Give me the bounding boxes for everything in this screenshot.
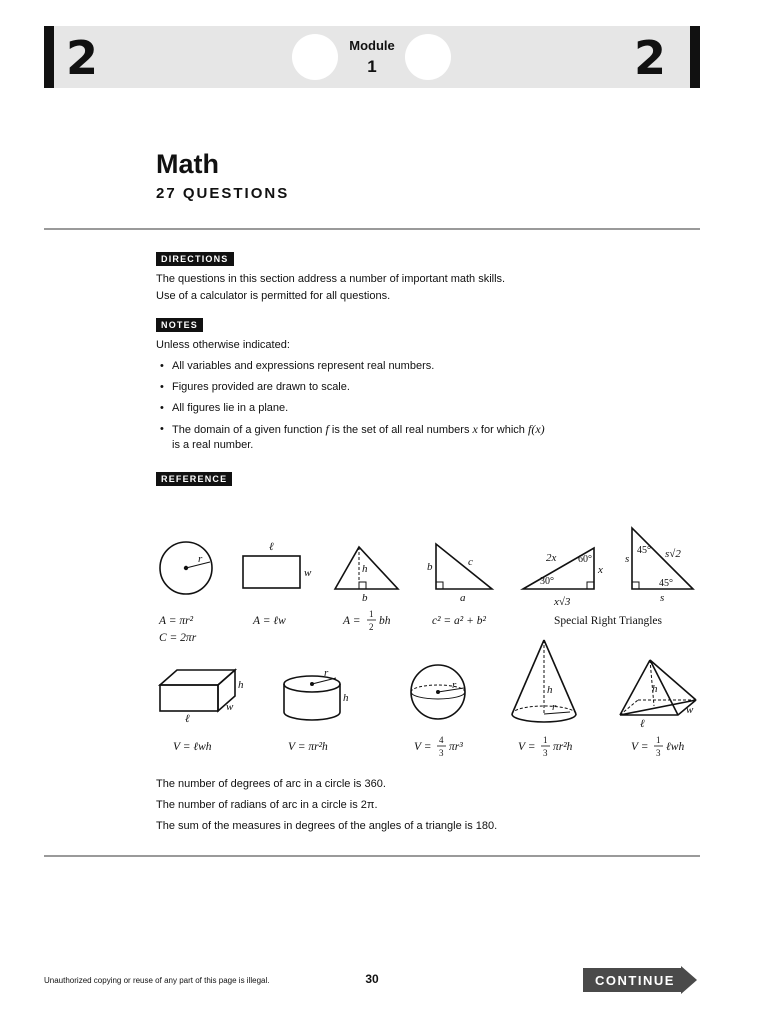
right-triangle-figure <box>436 544 492 589</box>
notes-bullet-1: All variables and expressions represent real numbers. <box>172 360 435 372</box>
svg-text:1: 1 <box>543 735 548 745</box>
directions-tag: DIRECTIONS <box>156 252 234 266</box>
bullet-marker: • <box>160 381 164 393</box>
svg-text:V =: V = <box>631 741 649 753</box>
label-s: s <box>625 553 630 565</box>
notes-tag: NOTES <box>156 318 203 332</box>
label-45-top: 45° <box>637 545 651 556</box>
label-2x: 2x <box>546 552 557 564</box>
section-number-left: 2 <box>66 31 99 85</box>
label-60: 60° <box>578 554 592 565</box>
label-pyr-l: ℓ <box>640 718 645 730</box>
rectangle-figure <box>243 556 300 588</box>
label-cyl-h: h <box>343 692 349 704</box>
label-45-bottom: 45° <box>659 578 673 589</box>
label-x: x <box>598 564 603 576</box>
label-30: 30° <box>540 576 554 587</box>
notes-intro: Unless otherwise indicated: <box>156 339 290 351</box>
formula-pyramid-volume <box>631 735 684 758</box>
formula-circle-circumference: C = 2πr <box>159 632 197 644</box>
box-figure <box>160 670 235 685</box>
label-cyl-r: r <box>324 667 329 679</box>
bullet-marker: • <box>160 360 164 372</box>
reference-tag: REFERENCE <box>156 472 232 486</box>
label-pyr-w: w <box>686 704 694 716</box>
formula-circle-area: A = πr² <box>159 615 194 627</box>
label-xroot3: x√3 <box>554 596 571 608</box>
svg-text:3: 3 <box>439 748 444 758</box>
directions-line-1: The questions in this section address a number of important math skills. <box>156 273 506 285</box>
page-title: Math <box>156 149 219 179</box>
module-label: Module <box>349 38 395 53</box>
svg-text:3: 3 <box>543 748 548 758</box>
formula-cone-volume <box>518 735 573 758</box>
svg-text:πr²h: πr²h <box>553 741 573 753</box>
label-r: r <box>198 553 203 565</box>
formula-rectangle-area: A = ℓw <box>253 615 286 627</box>
svg-text:4: 4 <box>439 735 444 745</box>
label-box-w: w <box>226 701 234 713</box>
svg-text:bh: bh <box>379 615 391 627</box>
formula-cylinder-volume: V = πr²h <box>288 741 328 753</box>
directions-line-2: Use of a calculator is permitted for all questions. <box>156 290 391 302</box>
svg-text:1: 1 <box>369 609 374 619</box>
fact-triangle-sum: The sum of the measures in degrees of the angles of a triangle is 180. <box>156 820 498 832</box>
svg-text:V =: V = <box>414 741 432 753</box>
label-s2: s <box>660 592 665 604</box>
svg-text:A =: A = <box>343 615 361 627</box>
label-l: ℓ <box>269 541 274 553</box>
label-b: b <box>362 592 368 604</box>
header-bar-left <box>44 26 54 88</box>
svg-text:ℓwh: ℓwh <box>666 741 685 753</box>
section-number-right: 2 <box>634 31 667 85</box>
svg-text:V =: V = <box>518 741 536 753</box>
svg-text:1: 1 <box>656 735 661 745</box>
label-box-l: ℓ <box>185 713 190 725</box>
label-h: h <box>362 563 368 575</box>
notes-bullet-4: The domain of a given function f is the set of all real numbers x for which f(x) <box>172 422 545 436</box>
svg-text:2: 2 <box>369 622 374 632</box>
notes-bullet-4-continued: is a real number. <box>172 439 254 451</box>
svg-text:3: 3 <box>656 748 661 758</box>
bullet-marker: • <box>160 402 164 414</box>
reference-figures <box>140 520 720 770</box>
page-number: 30 <box>365 972 379 986</box>
bullet-marker: • <box>160 423 164 435</box>
notes-bullet-3: All figures lie in a plane. <box>172 402 289 414</box>
label-sph-r: r <box>452 679 457 691</box>
continue-label: CONTINUE <box>595 973 675 988</box>
notes-bullet-2: Figures provided are drawn to scale. <box>172 381 350 393</box>
formula-triangle-area <box>342 609 391 632</box>
header-bar-right <box>690 26 700 88</box>
label-cone-h: h <box>547 684 553 696</box>
question-count: 27 QUESTIONS <box>156 185 290 202</box>
cone-figure <box>512 640 544 714</box>
label-pyr-h: h <box>652 683 658 695</box>
continue-button[interactable] <box>583 966 697 994</box>
label-a: a <box>460 592 466 604</box>
label-c: c <box>468 556 473 568</box>
special-right-triangles-label: Special Right Triangles <box>554 615 662 627</box>
label-w: w <box>304 567 312 579</box>
top-divider <box>44 228 700 230</box>
formula-box-volume: V = ℓwh <box>173 741 212 753</box>
label-b2: b <box>427 561 433 573</box>
fact-degrees: The number of degrees of arc in a circle is 360. <box>156 778 386 790</box>
pyramid-figure <box>620 700 696 715</box>
fact-radians: The number of radians of arc in a circle is 2π. <box>156 799 378 811</box>
bottom-divider <box>44 855 700 857</box>
label-cone-r: r <box>552 701 557 713</box>
copyright-notice: Unauthorized copying or reuse of any part of this page is illegal. <box>44 976 270 985</box>
formula-sphere-volume <box>414 735 463 758</box>
module-number: 1 <box>367 57 377 76</box>
svg-text:πr³: πr³ <box>449 741 463 753</box>
label-box-h: h <box>238 679 244 691</box>
formula-pythagorean: c² = a² + b² <box>432 615 486 627</box>
label-sroot2: s√2 <box>665 548 681 560</box>
